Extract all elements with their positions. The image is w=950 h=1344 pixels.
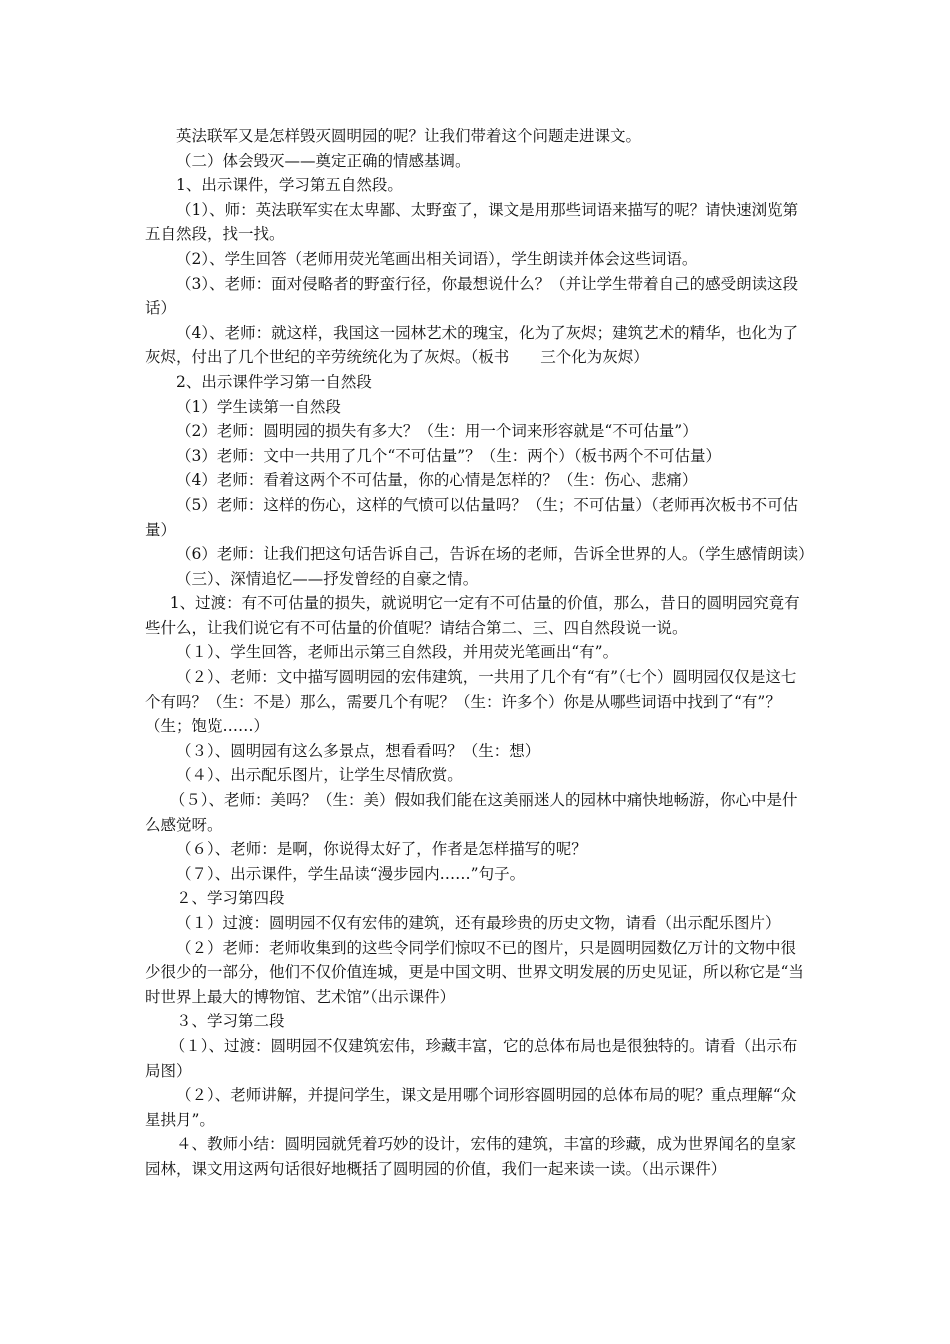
paragraph: （3）、老师：面对侵略者的野蛮行径，你最想说什么？（并让学生带着自己的感受朗读这段话） — [145, 274, 799, 318]
paragraph: （１）过渡：圆明园不仅有宏伟的建筑，还有最珍贵的历史文物，请看（出示配乐图片） — [176, 914, 781, 932]
subsection-heading: ２、学习第四段 — [176, 889, 285, 908]
paragraph: （４）、出示配乐图片，让学生尽情欣赏。 — [176, 766, 463, 785]
paragraph: （4）老师：看着这两个不可估量，你的心情是怎样的？（生：伤心、悲痛） — [176, 471, 698, 490]
paragraph: （4）、老师：就这样，我国这一园林艺术的瑰宝，化为了灰烬；建筑艺术的精华，也化为了灰烬，付出了几个世纪的辛劳统统化为了灰烬。（板书 三个化为灰烬） — [145, 323, 799, 367]
paragraph: ４、教师小结：圆明园就凭着巧妙的设计，宏伟的建筑，丰富的珍藏，成为世界闻名的皇家园林，课文用这两句话很好地概括了圆明园的价值，我们一起来读一读。（出示课件） — [145, 1135, 797, 1178]
paragraph: 英法联军又是怎样毁灭圆明园的呢？让我们带着这个问题走进课文。 — [176, 127, 642, 145]
subsection-heading: 2、出示课件学习第一自然段 — [176, 372, 372, 391]
paragraph: （3）老师：文中一共用了几个“不可估量”？（生：两个）（板书两个不可估量） — [176, 446, 721, 465]
paragraph: （1）学生读第一自然段 — [176, 397, 341, 416]
paragraph: （２）老师：老师收集到的这些令同学们惊叹不已的图片，只是圆明园数亿万计的文物中很少很少的一部分，他们不仅价值连城，更是中国文明、世界文明发展的历史见证，所以称它是“当时世界上最大的博物馆、艺术馆”（出示课件） — [145, 938, 804, 1006]
paragraph: （１）、学生回答，老师出示第三自然段，并用荧光笔画出“有”。 — [176, 643, 619, 662]
paragraph: （2）、学生回答（老师用荧光笔画出相关词语），学生朗读并体会这些词语。 — [176, 249, 698, 268]
paragraph: （６）、老师：是啊，你说得太好了，作者是怎样描写的呢？ — [176, 840, 587, 859]
paragraph: （1）、师：英法联军实在太卑鄙、太野蛮了，课文是用那些词语来描写的呢？请快速浏览第五自然段，找一找。 — [145, 200, 799, 244]
paragraph: （5）老师：这样的伤心，这样的气愤可以估量吗？（生；不可估量）（老师再次板书不可估量） — [145, 495, 799, 539]
paragraph: 1、过渡：有不可估量的损失，就说明它一定有不可估量的价值，那么，昔日的圆明园究竟有些什么，让我们说它有不可估量的价值呢？请结合第二、三、四自然段说一说。 — [145, 594, 800, 637]
section-heading: （二）体会毁灭——奠定正确的情感基调。 — [176, 151, 471, 170]
subsection-heading: 1、出示课件，学习第五自然段。 — [176, 176, 403, 195]
paragraph: （７）、出示课件，学生品读“漫步园内……”句子。 — [176, 864, 526, 883]
document-body — [145, 124, 814, 1182]
section-heading: （三）、深情追忆——抒发曾经的自豪之情。 — [176, 569, 479, 588]
paragraph: （５）、老师：美吗？（生：美）假如我们能在这美丽迷人的园林中痛快地畅游，你心中是什么感觉呀。 — [145, 791, 798, 834]
paragraph: （2）老师：圆明园的损失有多大？（生：用一个词来形容就是“不可估量”） — [176, 422, 698, 441]
paragraph: （２）、老师讲解，并提问学生，课文是用哪个词形容圆明园的总体布局的呢？重点理解“众星拱月”。 — [145, 1086, 797, 1129]
paragraph: （２）、老师：文中描写圆明园的宏伟建筑，一共用了几个有“有”（七个）圆明园仅仅是这七个有吗？（生：不是）那么，需要几个有呢？（生：许多个）你是从哪些词语中找到了“有”？（生；饱览……） — [145, 668, 797, 736]
paragraph: （6）老师：让我们把这句话告诉自己，告诉在场的老师，告诉全世界的人。（学生感情朗读） — [176, 545, 814, 564]
paragraph: （１）、过渡：圆明园不仅建筑宏伟，珍藏丰富，它的总体布局也是很独特的。请看（出示布局图） — [145, 1036, 798, 1080]
subsection-heading: ３、学习第二段 — [176, 1012, 285, 1031]
paragraph: （３）、圆明园有这么多景点，想看看吗？（生：想） — [176, 741, 541, 760]
